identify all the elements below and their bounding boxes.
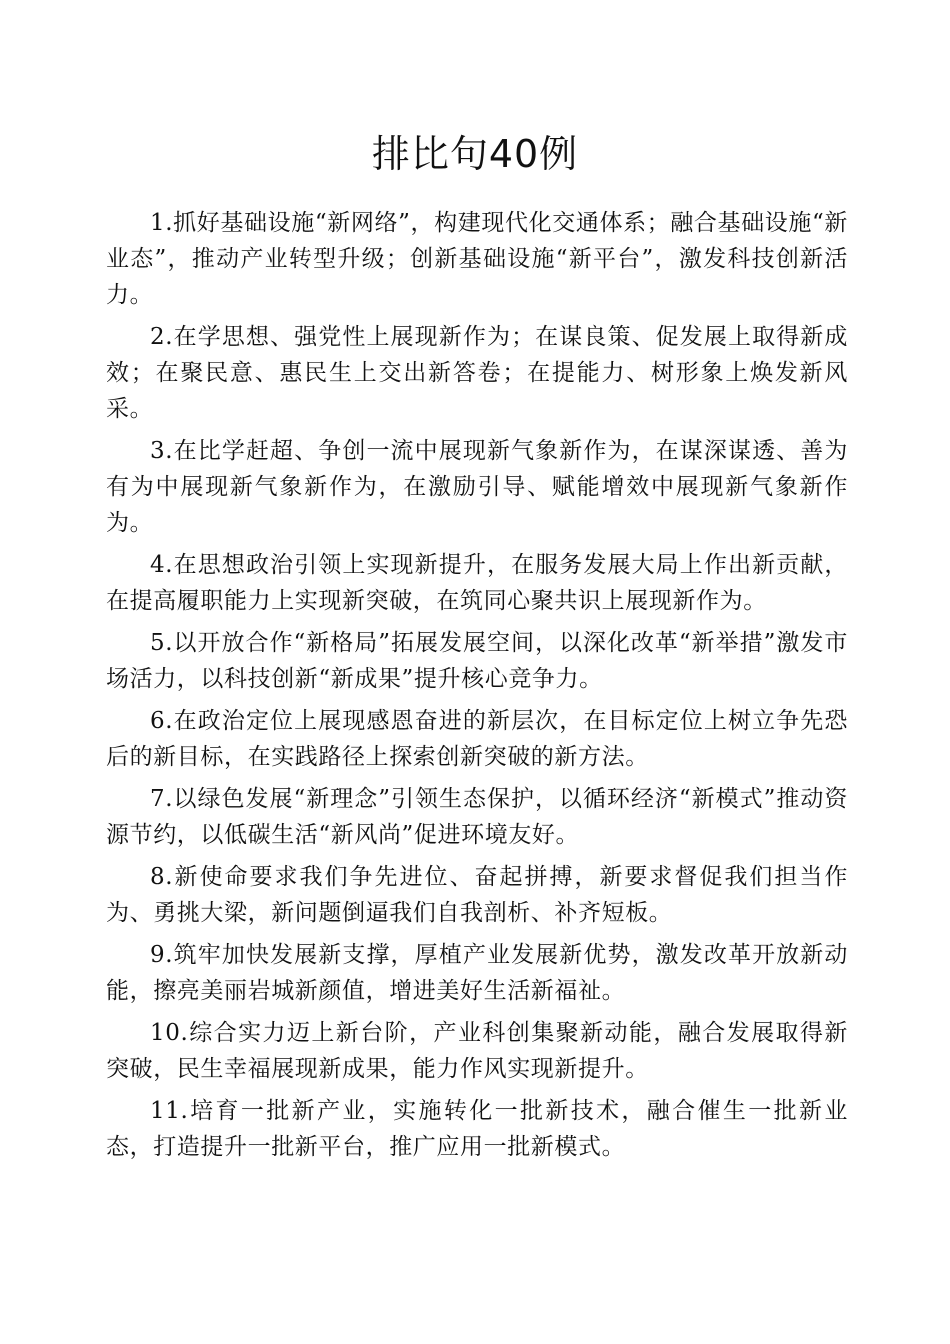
document-title: 排比句40例: [371, 132, 579, 176]
list-item: 5.以开放合作“新格局”拓展发展空间，以深化改革“新举措”激发市场活力，以科技创新“新成果”提升核心竞争力。: [106, 630, 848, 692]
list-item: 7.以绿色发展“新理念”引领生态保护，以循环经济“新模式”推动资源节约，以低碳生活“新风尚”促进环境友好。: [106, 786, 848, 848]
list-item: 1.抓好基础设施“新网络”，构建现代化交通体系；融合基础设施“新业态”，推动产业转型升级；创新基础设施“新平台”，激发科技创新活力。: [106, 210, 848, 308]
list-item: 9.筑牢加快发展新支撑，厚植产业发展新优势，激发改革开放新动能，擦亮美丽岩城新颜值，增进美好生活新福祉。: [106, 942, 848, 1004]
item-list: [106, 205, 848, 1171]
list-item: 6.在政治定位上展现感恩奋进的新层次，在目标定位上树立争先恐后的新目标，在实践路径上探索创新突破的新方法。: [106, 708, 848, 770]
list-item: 2.在学思想、强党性上展现新作为；在谋良策、促发展上取得新成效；在聚民意、惠民生上交出新答卷；在提能力、树形象上焕发新风采。: [106, 324, 848, 422]
list-item: 4.在思想政治引领上实现新提升，在服务发展大局上作出新贡献，在提高履职能力上实现新突破，在筑同心聚共识上展现新作为。: [106, 552, 848, 614]
list-item: 11.培育一批新产业，实施转化一批新技术，融合催生一批新业态，打造提升一批新平台，推广应用一批新模式。: [106, 1098, 848, 1160]
list-item: 8.新使命要求我们争先进位、奋起拼搏，新要求督促我们担当作为、勇挑大梁，新问题倒逼我们自我剖析、补齐短板。: [106, 864, 848, 926]
list-item: 10.综合实力迈上新台阶，产业科创集聚新动能，融合发展取得新突破，民生幸福展现新成果，能力作风实现新提升。: [106, 1020, 848, 1082]
list-item: 3.在比学赶超、争创一流中展现新气象新作为，在谋深谋透、善为有为中展现新气象新作为，在激励引导、赋能增效中展现新气象新作为。: [106, 438, 848, 536]
